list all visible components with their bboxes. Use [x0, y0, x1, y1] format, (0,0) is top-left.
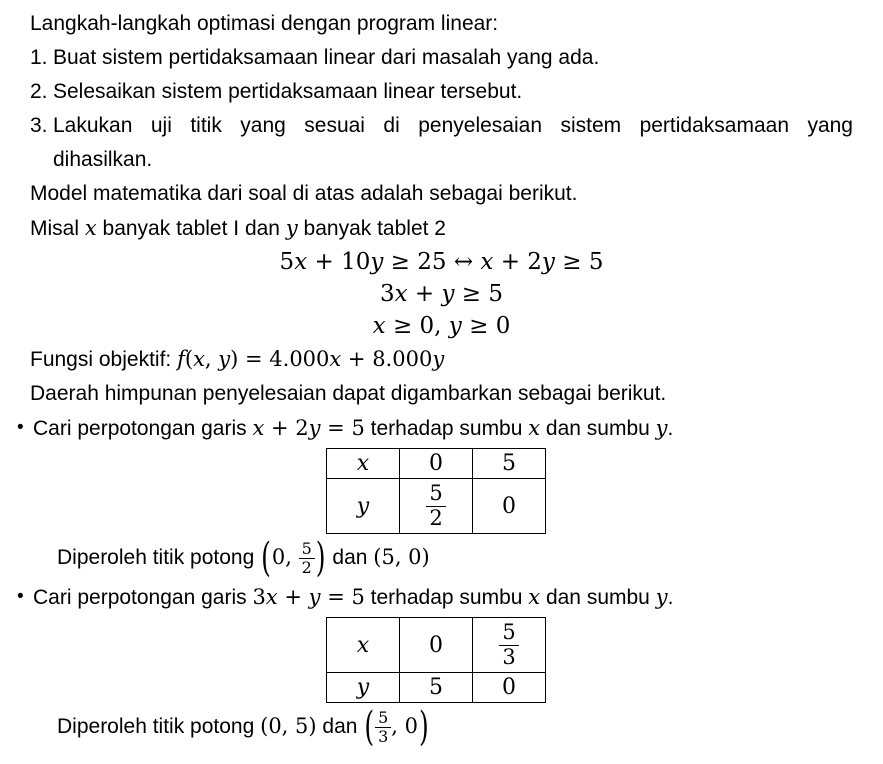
math-text: , [204, 347, 219, 371]
text-run: . [667, 586, 674, 609]
math-text: = 5 [320, 585, 365, 609]
text-run: banyak tablet I dan [96, 217, 286, 240]
math-text: + 8.000 [341, 347, 433, 371]
list-item-1 [30, 41, 853, 75]
text-run: banyak tablet 2 [297, 217, 446, 240]
math-var: x [294, 249, 308, 275]
fraction: $\frac{5}{3}$ [499, 621, 518, 669]
math-text: 5 [502, 451, 516, 476]
daerah-line: Daerah himpunan penyelesaian dapat digambarkan sebagai berikut. [30, 382, 667, 405]
math-var: y [441, 281, 455, 307]
math-text: 0 [502, 493, 516, 519]
math-text: ) = 4.000 [230, 347, 330, 371]
math-text: ≥ 0, [385, 313, 449, 339]
list-text-2: Selesaikan sistem pertidaksamaan linear tersebut. [53, 80, 523, 103]
math-var: x [356, 451, 370, 476]
math-var: y [356, 493, 370, 519]
big-paren: ( [364, 703, 375, 750]
text-run: dan [316, 715, 364, 738]
intersection-table-1 [326, 448, 546, 534]
math-text: = 5 [320, 416, 365, 440]
table-row [327, 449, 546, 479]
math-var: y [541, 249, 555, 275]
math-text: 5 [279, 249, 295, 275]
math-text: + [277, 585, 309, 609]
list-text-1: Buat sistem pertidaksamaan linear dari masalah yang ada. [53, 46, 600, 69]
text-run: Cari perpotongan garis [33, 586, 253, 609]
table-cell [473, 479, 546, 534]
text-run: Fungsi objektif: [30, 348, 178, 371]
table-cell [327, 479, 400, 534]
text-run: Diperoleh titik potong [57, 715, 261, 738]
table-cell [473, 673, 546, 703]
table-cell [400, 449, 473, 479]
math-text: , 0 [391, 714, 418, 738]
list-text-3-line1: Lakukan uji titik yang sesuai di penyelesaian sistem pertidaksamaan yang [53, 114, 853, 137]
bullet-icon: • [17, 586, 24, 607]
table-row [327, 673, 546, 703]
math-text: (0, 5) [260, 714, 317, 738]
math-var: x [84, 216, 97, 240]
big-paren: ( [261, 534, 271, 581]
list-text-3-line2: dihasilkan. [53, 148, 153, 171]
math-var: x [394, 281, 408, 307]
list-item-3 [30, 109, 853, 177]
model-line: Model matematika dari soal di atas adalah sebagai berikut. [30, 182, 578, 205]
math-text: 5 [429, 675, 443, 700]
text-run: dan [326, 546, 374, 569]
table-cell [400, 673, 473, 703]
text-run: Misal [30, 217, 85, 240]
text-run: Cari perpotongan garis [33, 417, 253, 440]
fraction: $\frac{5}{2}$ [426, 482, 445, 530]
text-run: . [667, 417, 674, 440]
table-cell [473, 449, 546, 479]
math-var: y [448, 313, 462, 339]
misal-line [30, 211, 853, 246]
math-var: x [372, 313, 386, 339]
math-text: + [407, 281, 442, 307]
math-var: y [655, 416, 668, 440]
bullet-text-1 [33, 411, 853, 446]
math-var: x [480, 249, 494, 275]
table-row [327, 618, 546, 673]
math-text: + 10 [307, 249, 371, 275]
math-text: 0 [429, 451, 443, 476]
list-number-3: 3. [30, 114, 48, 137]
math-var: x [356, 632, 370, 658]
math-text: ≥ 0 [461, 313, 511, 339]
list-number-2: 2. [30, 80, 48, 103]
fraction: $\frac{5}{3}$ [375, 709, 391, 746]
list-item-2 [30, 75, 853, 109]
equation-1 [30, 246, 853, 278]
table-cell [327, 618, 400, 673]
math-var: y [308, 416, 321, 440]
math-var: f [177, 347, 185, 371]
math-var: x [528, 416, 541, 440]
math-var: y [356, 675, 370, 700]
table-row [327, 479, 546, 534]
math-text: + 2 [264, 416, 309, 440]
text-run: dan sumbu [540, 417, 656, 440]
table-cell [473, 618, 546, 673]
math-text: 0, [271, 545, 299, 569]
math-text: ≥ 25 ↔ [383, 249, 481, 275]
math-var: y [655, 585, 668, 609]
text-run: terhadap sumbu [364, 417, 529, 440]
bullet-item-1 [17, 411, 853, 446]
math-var: y [370, 249, 384, 275]
math-text: 0 [429, 632, 443, 658]
math-text: 3 [379, 281, 395, 307]
bullet-text-2 [33, 580, 853, 615]
math-text: 3 [252, 585, 266, 609]
table-cell [327, 449, 400, 479]
intersection-table-2 [326, 617, 546, 703]
math-var: x [252, 416, 265, 440]
math-text: ≥ 5 [454, 281, 504, 307]
title-line: Langkah-langkah optimasi dengan program linear: [30, 12, 499, 35]
math-text: 0 [502, 675, 516, 700]
math-var: y [432, 347, 445, 371]
math-var: y [218, 347, 231, 371]
fraction: $\frac{5}{2}$ [299, 540, 315, 577]
math-text: ≥ 5 [554, 249, 604, 275]
text-run: terhadap sumbu [364, 586, 529, 609]
table-cell [400, 618, 473, 673]
math-var: y [285, 216, 298, 240]
math-var: x [528, 585, 541, 609]
result-line-2 [57, 703, 853, 749]
math-var: y [308, 585, 321, 609]
list-text-3 [53, 109, 853, 177]
math-var: x [265, 585, 278, 609]
bullet-icon: • [17, 417, 24, 438]
equation-2 [30, 278, 853, 310]
text-run: dan sumbu [540, 586, 656, 609]
math-text: ( [184, 347, 194, 371]
list-number-1: 1. [30, 46, 48, 69]
equation-3 [30, 310, 853, 342]
objective-function-line [30, 342, 853, 377]
math-var: x [329, 347, 342, 371]
big-paren: ) [418, 703, 429, 750]
table-cell [400, 479, 473, 534]
math-var: x [193, 347, 205, 371]
big-paren: ) [315, 534, 326, 581]
math-text: + 2 [493, 249, 542, 275]
result-line-1 [57, 534, 853, 580]
bullet-item-2 [17, 580, 853, 615]
math-text: (5, 0) [373, 545, 430, 569]
text-run: Diperoleh titik potong [57, 546, 261, 569]
